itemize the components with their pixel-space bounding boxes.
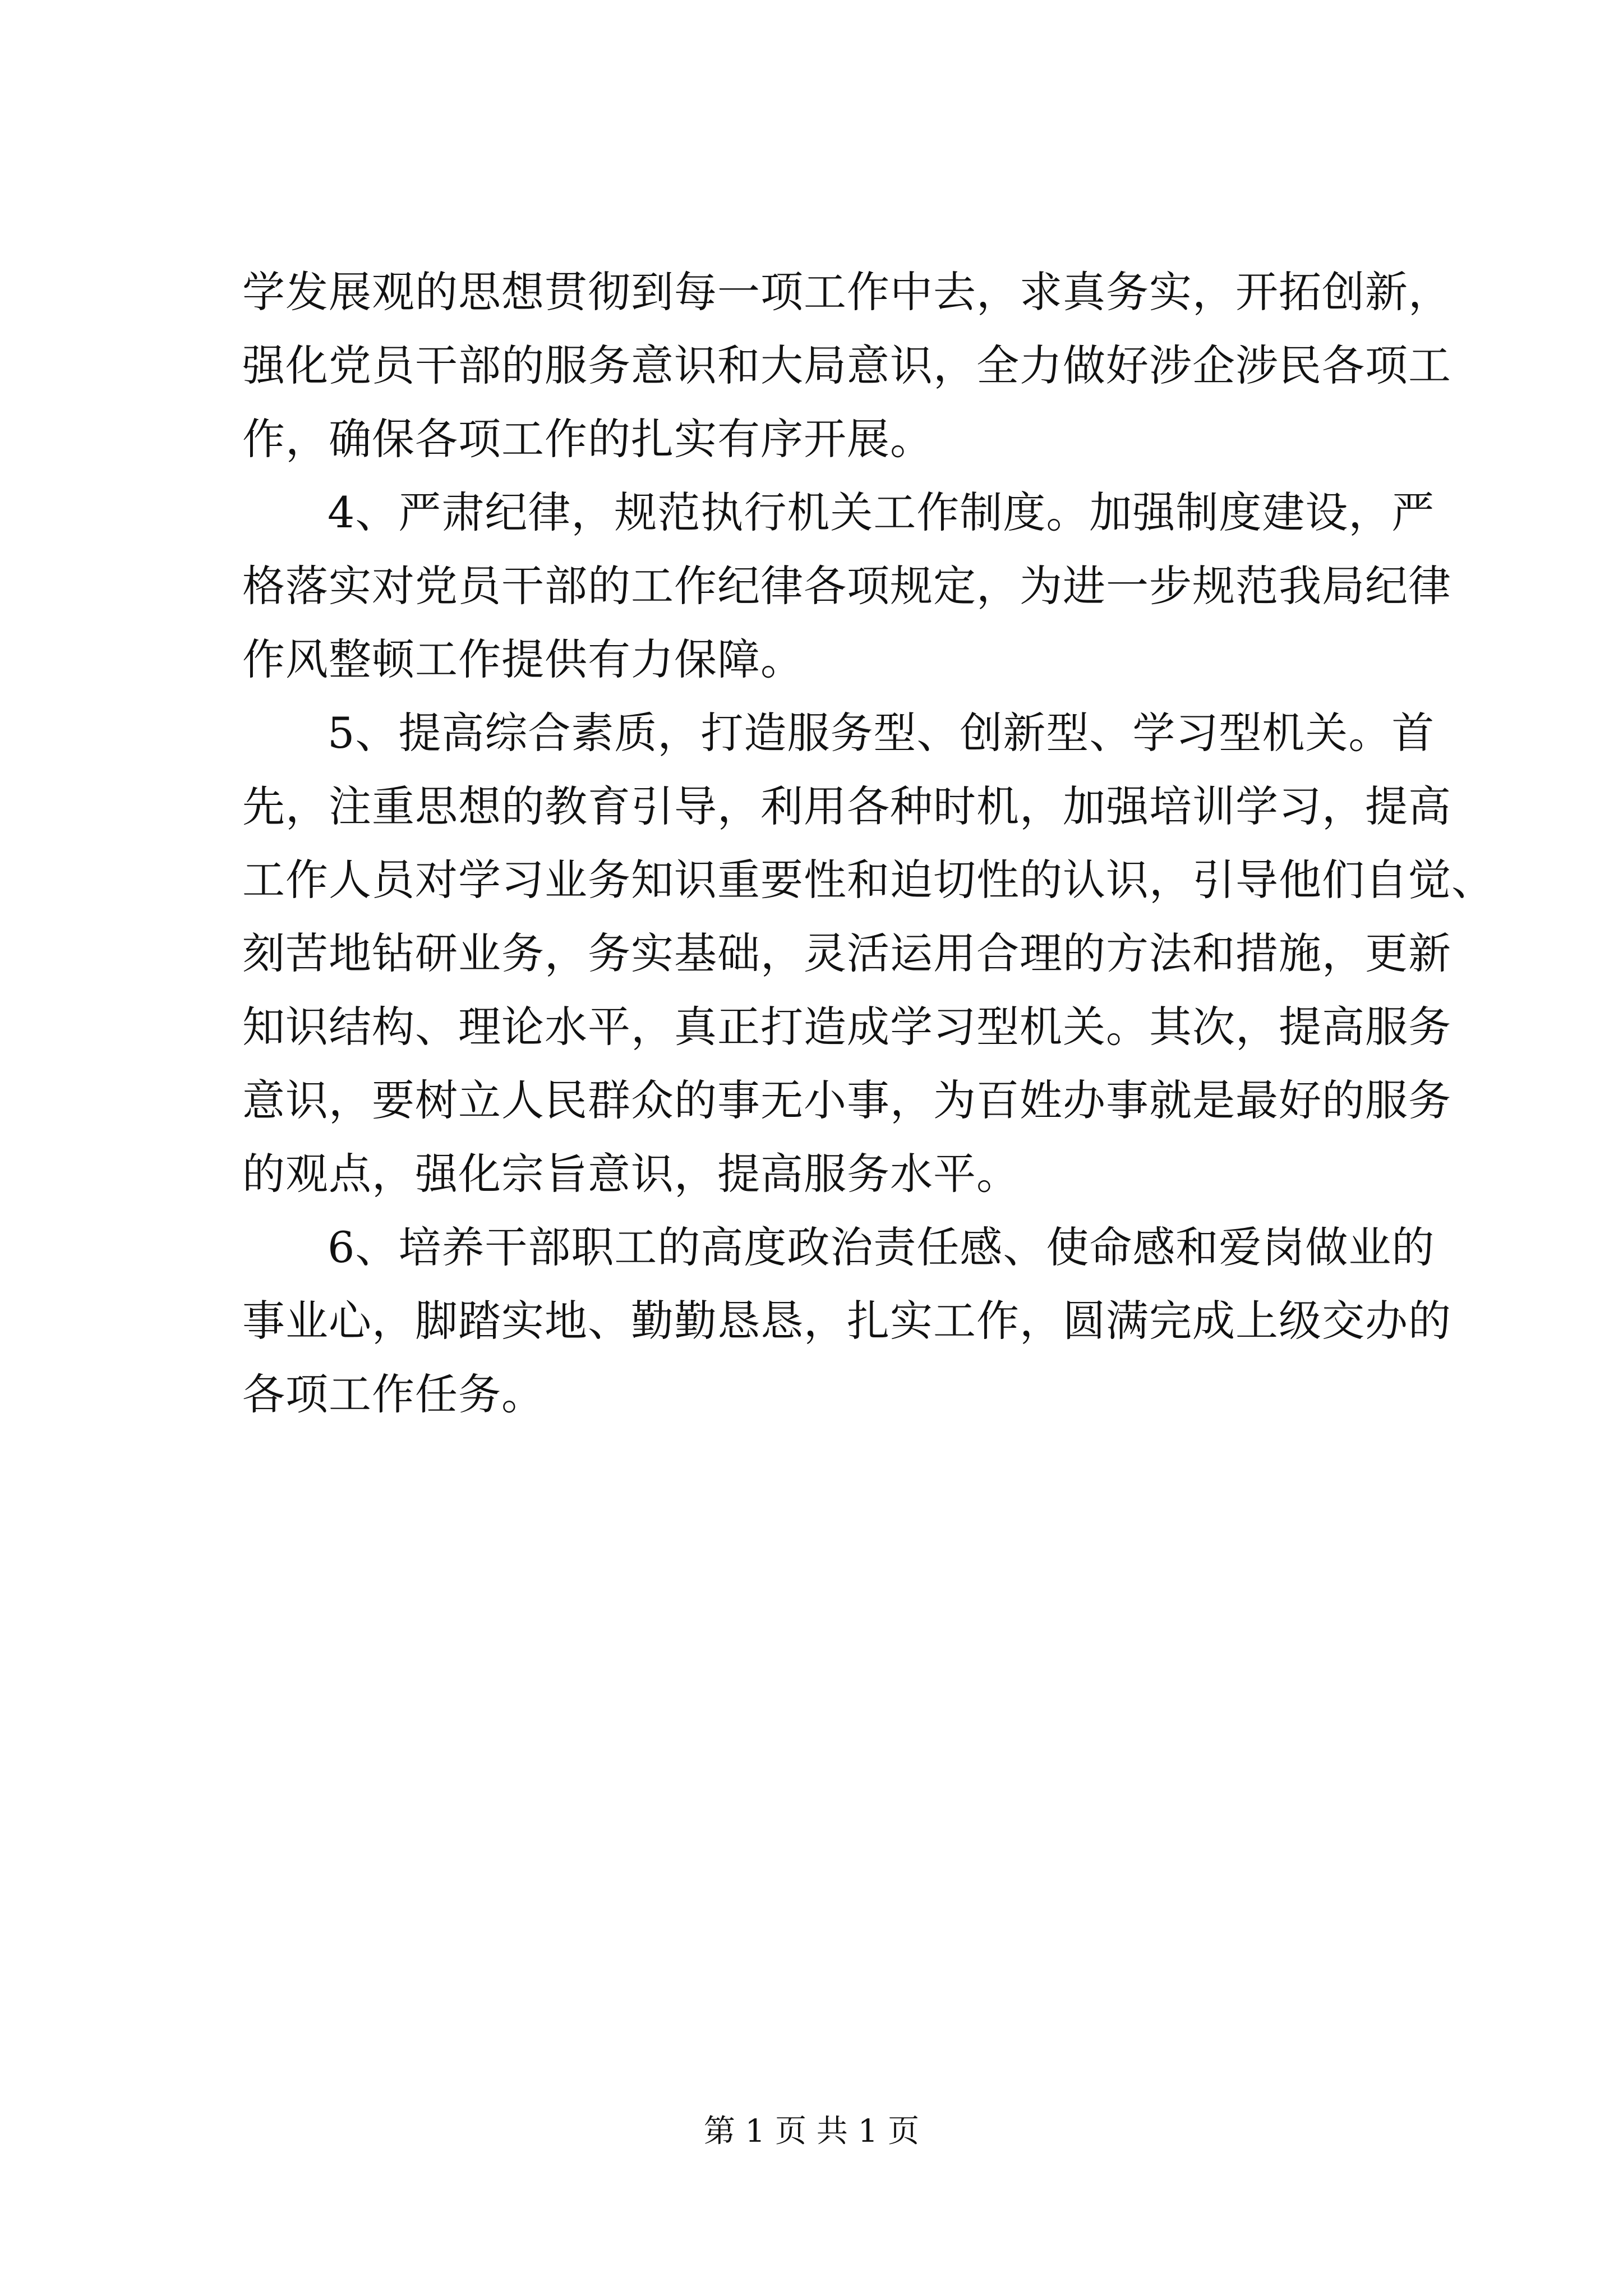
paragraph-line: 5、提高综合素质，打造服务型、创新型、学习型机关。首 xyxy=(328,708,1435,758)
page-number-footer: 第 1 页 共 1 页 xyxy=(703,2113,920,2150)
paragraph-line: 工作人员对学习业务知识重要性和迫切性的认识，引导他们自觉、 xyxy=(242,855,1495,905)
paragraph-3 xyxy=(242,696,1495,1211)
paragraph-line: 刻苦地钻研业务，务实基础，灵活运用合理的方法和措施，更新 xyxy=(242,928,1451,978)
paragraph-line: 格落实对党员干部的工作纪律各项规定，为进一步规范我局纪律 xyxy=(242,561,1451,611)
paragraph-line: 的观点，强化宗旨意识，提高服务水平。 xyxy=(242,1149,1020,1199)
paragraph-line: 强化党员干部的服务意识和大局意识，全力做好涉企涉民各项工 xyxy=(242,341,1451,390)
paragraph-1 xyxy=(242,255,1451,476)
paragraph-4 xyxy=(242,1211,1451,1431)
paragraph-line: 6、培养干部职工的高度政治责任感、使命感和爱岗做业的 xyxy=(328,1222,1435,1272)
paragraph-line: 意识，要树立人民群众的事无小事，为百姓办事就是最好的服务 xyxy=(242,1075,1451,1125)
paragraph-line: 作风整顿工作提供有力保障。 xyxy=(242,634,804,684)
paragraph-line: 事业心，脚踏实地、勤勤恳恳，扎实工作，圆满完成上级交办的 xyxy=(242,1296,1451,1346)
paragraph-line: 4、严肃纪律，规范执行机关工作制度。加强制度建设，严 xyxy=(328,487,1435,537)
document-body xyxy=(242,255,1495,1431)
paragraph-line: 各项工作任务。 xyxy=(242,1369,545,1419)
paragraph-2 xyxy=(242,476,1451,696)
paragraph-line: 学发展观的思想贯彻到每一项工作中去，求真务实，开拓创新， xyxy=(242,267,1451,317)
paragraph-line: 先，注重思想的教育引导，利用各种时机，加强培训学习，提高 xyxy=(242,781,1451,831)
paragraph-line: 作，确保各项工作的扎实有序开展。 xyxy=(242,414,933,464)
paragraph-line: 知识结构、理论水平，真正打造成学习型机关。其次，提高服务 xyxy=(242,1002,1451,1052)
